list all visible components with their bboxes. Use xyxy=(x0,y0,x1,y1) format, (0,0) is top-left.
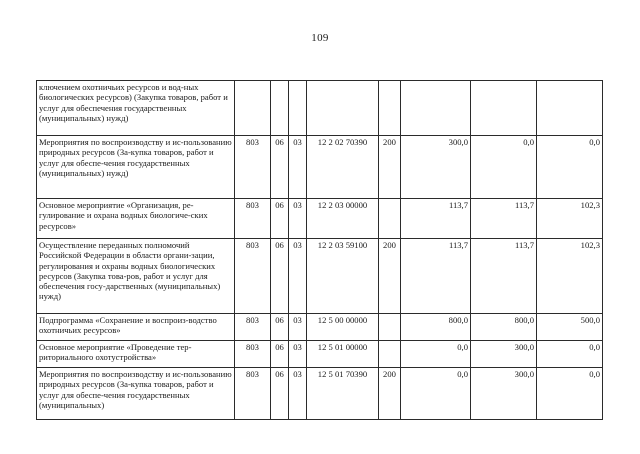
amount-1-cell: 800,0 xyxy=(401,314,471,341)
grbs-cell: 803 xyxy=(235,368,271,420)
amount-3-cell: 0,0 xyxy=(537,136,603,199)
rz-cell xyxy=(271,81,289,136)
csr-cell: 12 5 01 70390 xyxy=(307,368,379,420)
row-name: Основное мероприятие «Организация, ре-гулирование и охрана водных биологиче-ских ресурсов» xyxy=(37,199,235,239)
amount-3-cell: 0,0 xyxy=(537,368,603,420)
vr-cell xyxy=(379,81,401,136)
pr-cell: 03 xyxy=(289,199,307,239)
vr-cell: 200 xyxy=(379,136,401,199)
amount-3-cell: 102,3 xyxy=(537,239,603,314)
amount-2-cell: 113,7 xyxy=(471,239,537,314)
pr-cell: 03 xyxy=(289,368,307,420)
pr-cell: 03 xyxy=(289,239,307,314)
rz-cell: 06 xyxy=(271,136,289,199)
amount-2-cell: 0,0 xyxy=(471,136,537,199)
row-name: Мероприятия по воспроизводству и ис-пользованию природных ресурсов (За-купка товаров, работ и услуг для обеспе-чения государственных (муниципальных) xyxy=(37,368,235,420)
amount-2-cell: 113,7 xyxy=(471,199,537,239)
grbs-cell: 803 xyxy=(235,239,271,314)
table-row xyxy=(37,81,603,136)
row-name: Осуществление переданных полномочий Российской Федерации в области органи-зации, регулирования и охраны водных биологических ресурсов (Закупка това-ров, работ и услуг для обеспечения госу-дарственных (муниципальных) нужд) xyxy=(37,239,235,314)
pr-cell xyxy=(289,81,307,136)
csr-cell: 12 5 00 00000 xyxy=(307,314,379,341)
amount-1-cell xyxy=(401,81,471,136)
amount-3-cell: 500,0 xyxy=(537,314,603,341)
grbs-cell: 803 xyxy=(235,314,271,341)
amount-1-cell: 0,0 xyxy=(401,341,471,368)
table-row xyxy=(37,136,603,199)
grbs-cell xyxy=(235,81,271,136)
pr-cell: 03 xyxy=(289,136,307,199)
amount-3-cell xyxy=(537,81,603,136)
row-name: Подпрограмма «Сохранение и воспроиз-водство охотничьих ресурсов» xyxy=(37,314,235,341)
csr-cell xyxy=(307,81,379,136)
grbs-cell: 803 xyxy=(235,199,271,239)
amount-2-cell: 300,0 xyxy=(471,341,537,368)
csr-cell: 12 2 02 70390 xyxy=(307,136,379,199)
vr-cell xyxy=(379,341,401,368)
page-number: 109 xyxy=(311,32,329,44)
csr-cell: 12 2 03 00000 xyxy=(307,199,379,239)
vr-cell xyxy=(379,199,401,239)
budget-table xyxy=(36,80,603,420)
csr-cell: 12 2 03 59100 xyxy=(307,239,379,314)
amount-2-cell xyxy=(471,81,537,136)
vr-cell xyxy=(379,314,401,341)
vr-cell: 200 xyxy=(379,368,401,420)
rz-cell: 06 xyxy=(271,314,289,341)
rz-cell: 06 xyxy=(271,341,289,368)
amount-1-cell: 0,0 xyxy=(401,368,471,420)
rz-cell: 06 xyxy=(271,368,289,420)
pr-cell: 03 xyxy=(289,314,307,341)
vr-cell: 200 xyxy=(379,239,401,314)
pr-cell: 03 xyxy=(289,341,307,368)
rz-cell: 06 xyxy=(271,239,289,314)
table-row xyxy=(37,314,603,341)
row-name: Основное мероприятие «Проведение тер-риториального охотустройства» xyxy=(37,341,235,368)
table-row xyxy=(37,368,603,420)
amount-3-cell: 0,0 xyxy=(537,341,603,368)
rz-cell: 06 xyxy=(271,199,289,239)
row-name: ключением охотничьих ресурсов и вод-ных биологических ресурсов) (Закупка товаров, работ и услуг для обеспечения государственных (муниципальных) нужд) xyxy=(37,81,235,136)
grbs-cell: 803 xyxy=(235,341,271,368)
csr-cell: 12 5 01 00000 xyxy=(307,341,379,368)
row-name: Мероприятия по воспроизводству и ис-пользованию природных ресурсов (За-купка товаров, работ и услуг для обеспе-чения государственных (муниципальных) нужд) xyxy=(37,136,235,199)
table-row xyxy=(37,341,603,368)
amount-2-cell: 800,0 xyxy=(471,314,537,341)
amount-2-cell: 300,0 xyxy=(471,368,537,420)
grbs-cell: 803 xyxy=(235,136,271,199)
amount-3-cell: 102,3 xyxy=(537,199,603,239)
amount-1-cell: 113,7 xyxy=(401,239,471,314)
amount-1-cell: 113,7 xyxy=(401,199,471,239)
table-row xyxy=(37,199,603,239)
table-row xyxy=(37,239,603,314)
amount-1-cell: 300,0 xyxy=(401,136,471,199)
